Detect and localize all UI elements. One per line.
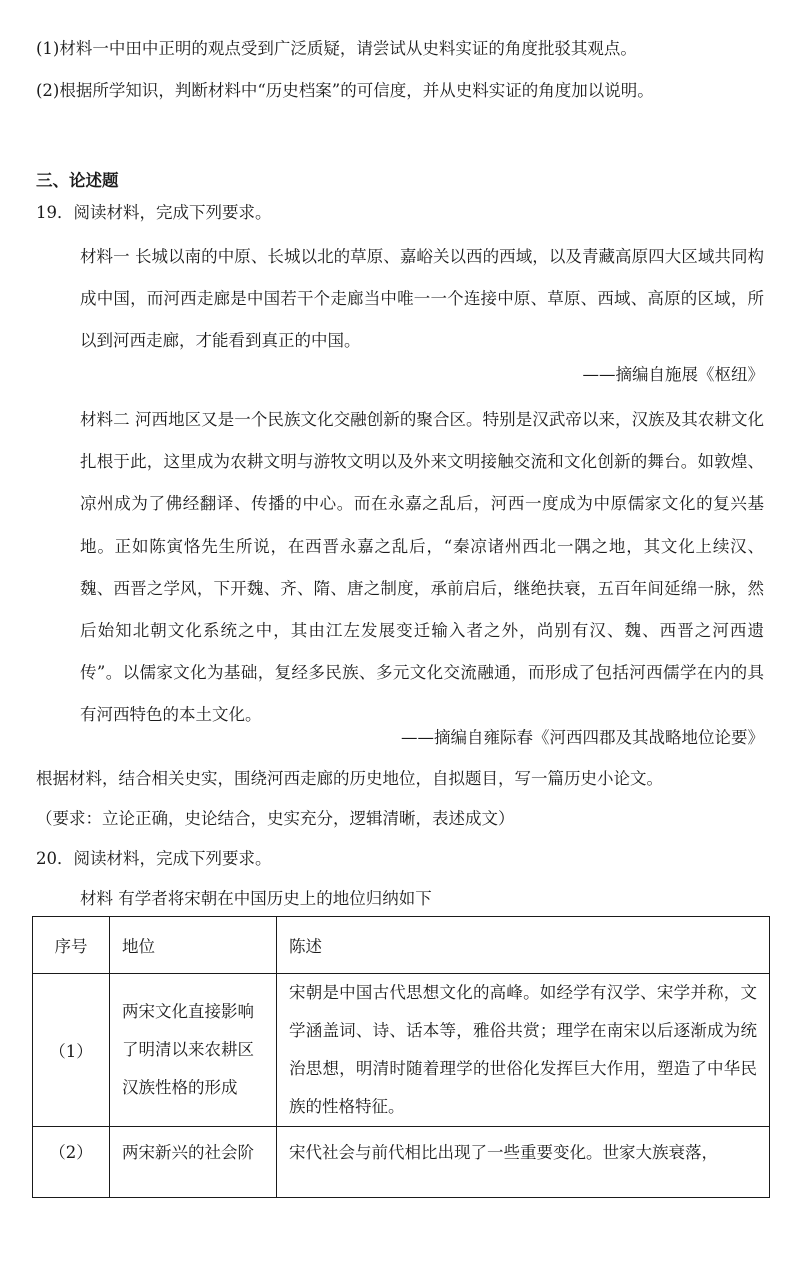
question-19-material-1	[36, 236, 764, 363]
question-18-1: (1)材料一中田中正明的观点受到广泛质疑，请尝试从史料实证的角度批驳其观点。	[36, 39, 637, 58]
row-number: （2）	[33, 1127, 110, 1198]
row-statement: 宋朝是中国古代思想文化的高峰。如经学有汉学、宋学并称，文学涵盖词、诗、话本等，雅俗共赏；理学在南宋以后逐渐成为统治思想，明清时随着理学的世俗化发挥巨大作用，塑造了中华民族的性格特征。	[277, 974, 770, 1127]
header-number: 序号	[33, 917, 110, 974]
row-status: 两宋文化直接影响了明清以来农耕区汉族性格的形成	[110, 974, 277, 1127]
table-row	[33, 1127, 770, 1198]
row-statement: 宋代社会与前代相比出现了一些重要变化。世家大族衰落，	[277, 1127, 770, 1198]
row-number: （1）	[33, 974, 110, 1127]
question-19-stem: 19．阅读材料，完成下列要求。	[36, 203, 272, 222]
question-19-source-2: ——摘编自雍际春《河西四郡及其战略地位论要》	[401, 728, 764, 747]
question-19-source-1: ——摘编自施展《枢纽》	[582, 365, 764, 384]
question-19-requirement: （要求：立论正确，史论结合，史实充分，逻辑清晰，表述成文）	[36, 809, 515, 828]
question-20-stem: 20．阅读材料，完成下列要求。	[36, 849, 272, 868]
table-header-row	[33, 917, 770, 974]
question-19-material-2	[36, 399, 764, 737]
question-19-task: 根据材料，结合相关史实，围绕河西走廊的历史地位，自拟题目，写一篇历史小论文。	[36, 769, 663, 788]
song-dynasty-table	[32, 916, 770, 1198]
question-18-2: (2)根据所学知识，判断材料中“历史档案”的可信度，并从史料实证的角度加以说明。	[36, 81, 654, 100]
material-1-text: 材料一 长城以南的中原、长城以北的草原、嘉峪关以西的西域，以及青藏高原四大区域共同构成中国，而河西走廊是中国若干个走廊当中唯一一个连接中原、草原、西域、高原的区域，所以到河西走廊，才能看到真正的中国。	[80, 247, 764, 351]
row-status: 两宋新兴的社会阶	[110, 1127, 277, 1198]
question-20-material: 材料 有学者将宋朝在中国历史上的地位归纳如下	[80, 889, 432, 908]
section-title: 三、论述题	[36, 171, 119, 190]
header-statement: 陈述	[277, 917, 770, 974]
material-2-text: 材料二 河西地区又是一个民族文化交融创新的聚合区。特别是汉武帝以来，汉族及其农耕文化扎根于此，这里成为农耕文明与游牧文明以及外来文明接触交流和文化创新的舞台。如敦煌、凉州成为了佛经翻译、传播的中心。而在永嘉之乱后，河西一度成为中原儒家文化的复兴基地。正如陈寅恪先生所说，在西晋永嘉之乱后，“秦凉诸州西北一隅之地，其文化上续汉、魏、西晋之学风，下开魏、齐、隋、唐之制度，承前启后，继绝扶衰，五百年间延绵一脉，然后始知北朝文化系统之中，其由江左发展变迁输入者之外，尚别有汉、魏、西晋之河西遗传”。以儒家文化为基础，复经多民族、多元文化交流融通，而形成了包括河西儒学在内的具有河西特色的本土文化。	[80, 410, 764, 725]
header-status: 地位	[110, 917, 277, 974]
table-row	[33, 974, 770, 1127]
